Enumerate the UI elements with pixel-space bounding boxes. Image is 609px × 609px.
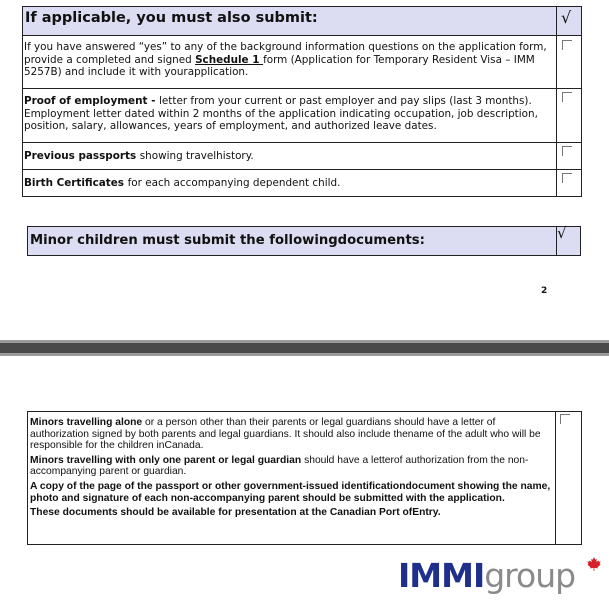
logo-text-group: group — [484, 556, 576, 595]
page-number: 2 — [541, 286, 548, 296]
checkbox-column-divider — [556, 35, 557, 197]
checkbox-column-divider — [555, 411, 556, 545]
header-checkmark-icon: √ — [561, 8, 572, 27]
maple-leaf-icon — [587, 557, 601, 571]
requirement-text: for each accompanying dependent child. — [127, 177, 341, 189]
requirement-text: or a person other than their parents or legal guardians should have a letter of authorization signed by both parents and legal guardians. It should also include thename of the adult who will be responsible for the children inCanada. — [30, 417, 541, 452]
requirement-title: Previous passports — [24, 150, 140, 162]
row-divider — [22, 169, 582, 170]
logo-text-immi: IMMI — [398, 556, 485, 595]
passport-copy-requirement — [30, 481, 552, 504]
checkbox[interactable] — [562, 173, 572, 183]
requirement-text: showing travelhistory. — [139, 150, 254, 162]
checkbox[interactable] — [562, 146, 572, 156]
requirement-title: A copy of the page of the passport or other government-issued identificationdocument showing the name, photo and signature of each non-accompanying parent should be submitted with the application. — [30, 480, 551, 504]
requirement-title: Minors travelling alone — [30, 417, 146, 428]
requirement-previous-passports — [24, 150, 554, 163]
checkbox[interactable] — [562, 40, 572, 50]
requirement-title: Birth Certificates — [24, 177, 128, 189]
row-divider — [22, 88, 582, 89]
page-separator — [0, 353, 609, 356]
requirement-title: These documents should be available for presentation at the Canadian Port ofEntry. — [30, 507, 441, 519]
checkbox[interactable] — [562, 92, 572, 102]
requirement-title: Proof of employment - — [24, 95, 160, 107]
requirement-proof-of-employment — [24, 95, 556, 133]
header-divider — [556, 6, 557, 36]
minors-requirements-text — [30, 417, 552, 522]
section-header-title: If applicable, you must also submit: — [25, 10, 318, 26]
requirement-text: form (Application for Temporary Resident Visa – IMM 5257B) and include it with yourapplication. — [24, 53, 535, 79]
requirement-birth-certificates — [24, 177, 554, 190]
page-separator — [0, 343, 609, 353]
checkbox[interactable] — [560, 414, 570, 424]
minors-one-parent — [30, 455, 552, 478]
requirement-text: If you have answered “yes” to any of the background information questions on the application form, provide a completed and signed — [24, 41, 547, 66]
requirement-schedule-1 — [24, 41, 554, 79]
port-of-entry-note — [30, 507, 552, 519]
schedule-1-link[interactable]: Schedule 1 — [195, 53, 264, 66]
header-checkmark-icon: √ — [557, 224, 567, 242]
requirement-title: Minors travelling with only one parent or legal guardian — [30, 454, 305, 466]
requirement-text: should have a letterof authorization from the non-accompanying parent or guardian. — [30, 454, 529, 478]
row-divider — [22, 142, 582, 143]
minors-travelling-alone — [30, 417, 552, 452]
immigroup-logo — [398, 556, 575, 595]
section-header-title: Minor children must submit the followingdocuments: — [30, 233, 425, 248]
requirement-text: letter from your current or past employer and pay slips (last 3 months). Employment letter dated within 2 months of the application indicating occupation, job description, position, salary, allowances, years of employment, and authorized leave dates. — [24, 95, 538, 133]
